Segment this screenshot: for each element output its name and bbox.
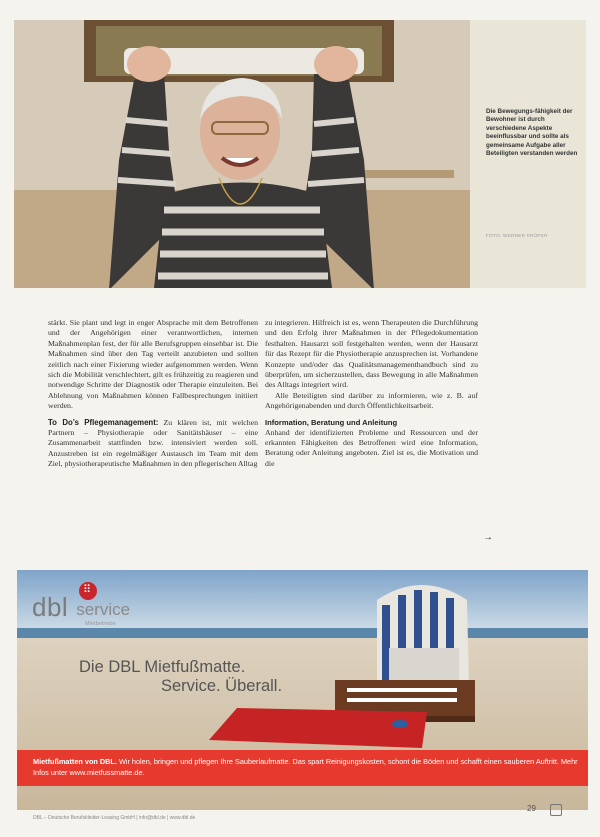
article-photo [14,20,470,288]
photo-credit: FOTO: WERNER KRÜPER [486,233,548,238]
paragraph: stärkt. Sie plant und legt in enger Absprache mit dem Betroffenen und der Angehörigen einer verantwortlichen, internen Maßnahmenplan fest, der für alle Berufsgruppen einsehbar ist. Die Maßnahmen sind über den Tag verteilt anzubieten und sollten zeitlich nach einer Fixierung wieder aufgenommen werden. Wenn sich die Mobilität verschlechtert, gilt es frühzeitig zu reagieren und notwendige Schritte der Diagnostik oder Therapie einzuleiten. Bei Ablehnung von Maßnahmen können Fallbesprechungen initiiert werden. [48,318,258,411]
logo-dots-icon [79,582,97,600]
ad-footer: DBL – Deutsche Berufskleider-Leasing GmbH | info@dbl.de | www.dbl.de [33,815,196,821]
lead-in: To Do’s Pflegemanagement: [48,417,159,427]
ad-banner-text: Mietfußmatten von DBL. Wir holen, bringen und pflegen Ihre Sauberlaufmatte. Das spart Reinigungskosten, schont die Böden und schafft einen sauberen Auftritt. Mehr Infos unter www.mietfussmatte.de. [33,757,578,777]
logo-service-text: service [76,599,131,619]
paragraph: zu integrieren. Hilfreich ist es, wenn Therapeuten die Durchführung und den Erfolg ihrer Maßnahmen in der Pflegedokumentation festhalten. Hausarzt soll festgehalten werden, wenn der Hausarzt für das Rezept für die Physiotherapie anzusprechen ist. Vorhandene Konzepte und/oder das Qualitätsmanagementhandbuch sind zu überprüfen, um sicherzustellen, dass Bewegung in alle Maßnahmen des Alltags integriert wird. [265,318,478,390]
page-icon [550,804,562,816]
dbl-service-logo [32,592,130,623]
photo-caption: Die Bewegungs-fähigkeit der Bewohner ist durch verschiedene Aspekte beeinflussbar und sollte als gemeinsame Aufgabe aller Beteiligten verstanden werden [486,108,578,158]
page-number: 29 [527,804,562,816]
text-column-left [48,318,258,470]
paragraph: Anhand der identifizierten Probleme und Ressourcen und der erkannten Fähigkeiten des Betroffenen wird eine Information, Beratung oder Anleitung angeboten. Ziel ist es, die Motivation und die [265,427,478,468]
text-column-right [265,318,478,469]
logo-dbl-text: dbl [32,592,69,622]
ad-headline: Die DBL Mietfußmatte. Service. Überall. [79,658,283,695]
section-heading: Information, Beratung und Anleitung [265,417,398,427]
paragraph: To Do’s Pflegemanagement: Zu klären ist, mit welchen Partnern – Physiotherapie oder Sanitätshäuser – eine Zusammenarbeit stattfinden bzw. intensiviert werden soll. Anzustreben ist ein regelmäßiger Austausch im Team mit dem Ziel, physiotherapeutische Maßnahmen in den pflegerischen Alltag [48,417,258,469]
continue-arrow-icon: → [483,532,493,543]
paragraph: Alle Beteiligten sind darüber zu informieren, wie z. B. auf Angehörigenabenden und durch Öffentlichkeitsarbeit. [265,390,478,411]
logo-subtitle: Mietbetriebe [85,621,116,627]
